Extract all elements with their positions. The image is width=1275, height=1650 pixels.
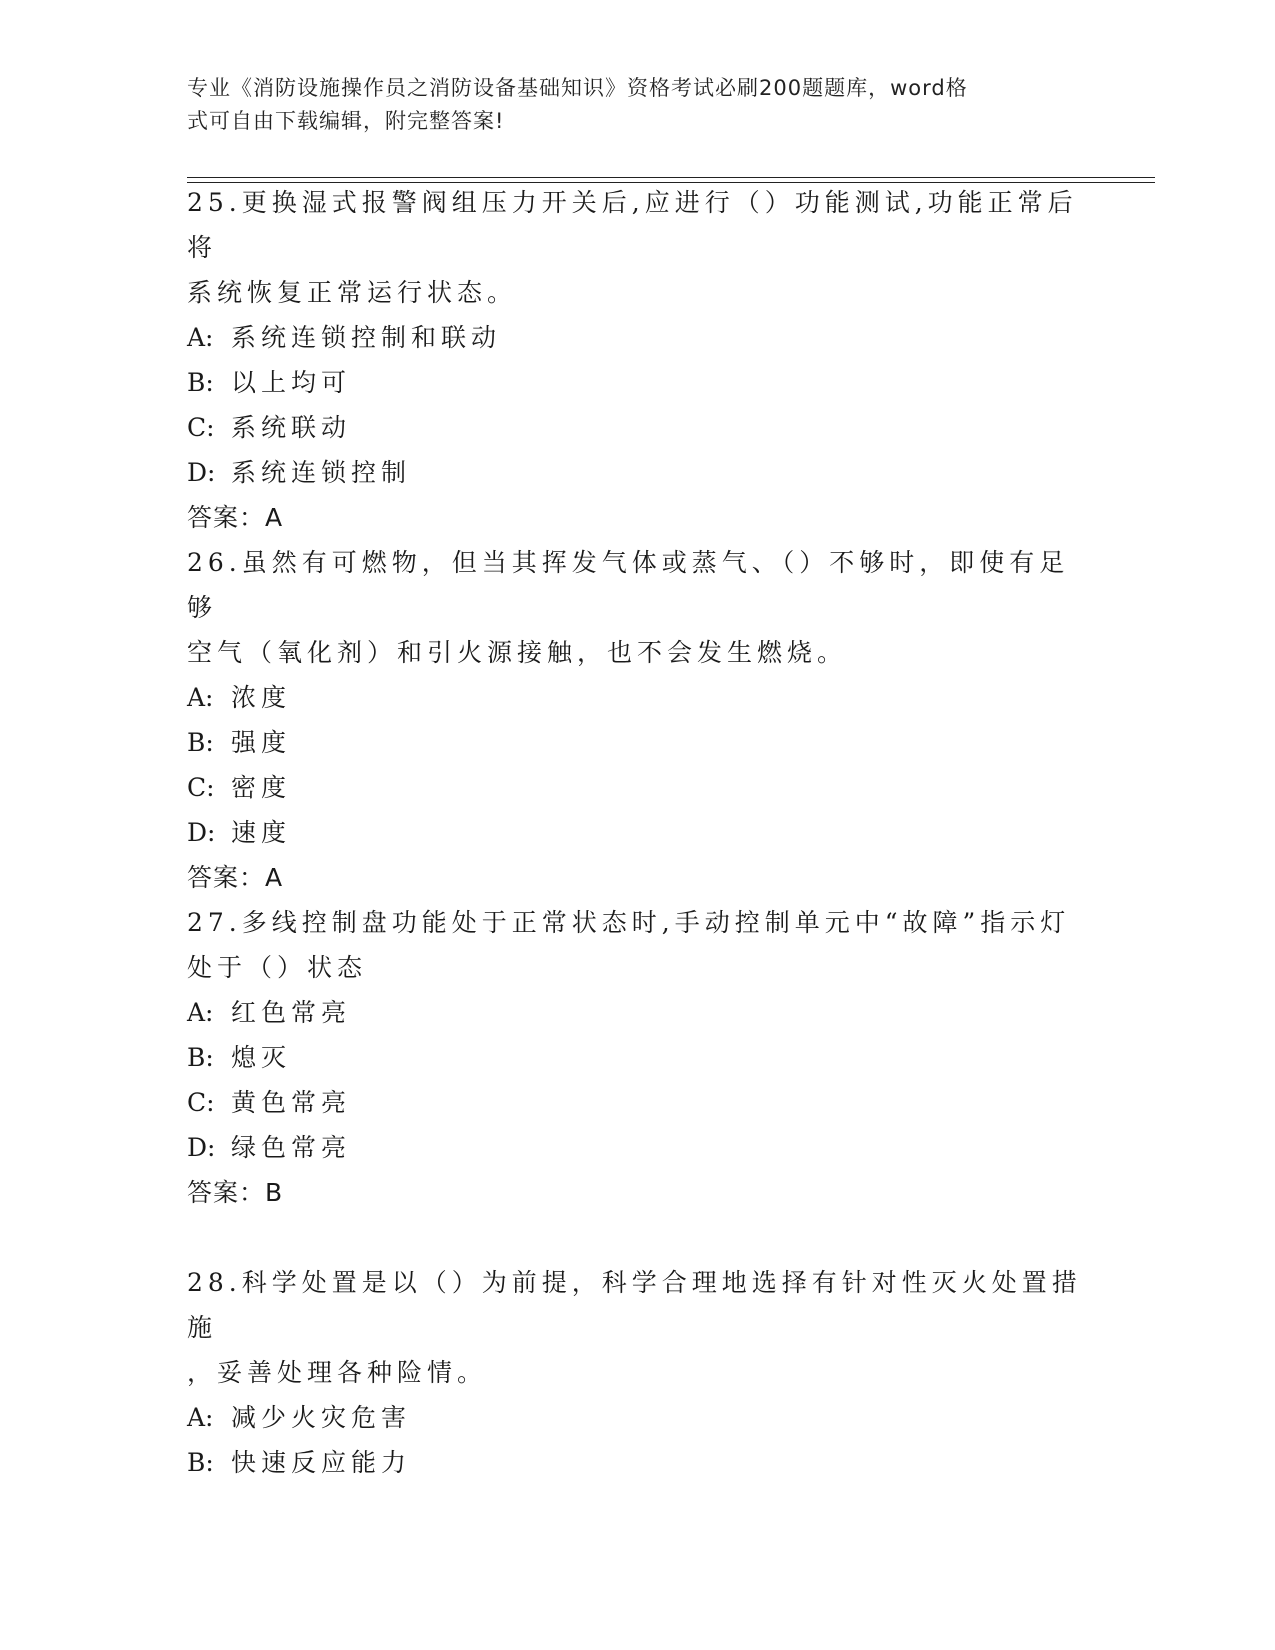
option-text: 系统连锁控制和联动 [231, 323, 502, 352]
option-letter: A: [187, 998, 214, 1027]
option-text: 密度 [231, 773, 292, 802]
option-letter: C: [187, 413, 215, 442]
option-text: 减少火灾危害 [231, 1403, 412, 1432]
header-line-1: 专业《消防设施操作员之消防设备基础知识》资格考试必刷200题题库，word格 [187, 76, 968, 100]
answer-line: 答案：A [187, 503, 284, 532]
option-c [187, 405, 1087, 450]
option-letter: C: [187, 1088, 215, 1117]
header-divider-top [187, 177, 1155, 178]
question-27 [187, 900, 1087, 1215]
question-stem-line: ，妥善处理各种险情。 [187, 1358, 488, 1387]
option-a [187, 1395, 1087, 1440]
option-letter: B: [187, 728, 214, 757]
option-text: 强度 [231, 728, 292, 757]
option-b [187, 1440, 1087, 1485]
option-letter: B: [187, 1043, 214, 1072]
question-stem-line: 系统恢复正常运行状态。 [187, 278, 518, 307]
document-header [187, 72, 1067, 138]
question-28 [187, 1260, 1087, 1485]
option-letter: A: [187, 1403, 214, 1432]
option-text: 快速反应能力 [231, 1448, 412, 1477]
option-c [187, 765, 1087, 810]
option-text: 系统联动 [231, 413, 352, 442]
option-letter: B: [187, 368, 214, 397]
option-letter: A: [187, 323, 214, 352]
option-a [187, 675, 1087, 720]
question-stem-line: 27.多线控制盘功能处于正常状态时,手动控制单元中“故障”指示灯 [187, 908, 1071, 937]
option-letter: B: [187, 1448, 214, 1477]
header-line-2: 式可自由下载编辑，附完整答案! [187, 109, 505, 133]
option-d [187, 1125, 1087, 1170]
option-text: 黄色常亮 [231, 1088, 352, 1117]
option-letter: D: [187, 1133, 216, 1162]
option-text: 以上均可 [231, 368, 352, 397]
option-b [187, 1035, 1087, 1080]
option-letter: D: [187, 458, 216, 487]
option-text: 系统连锁控制 [231, 458, 412, 487]
option-d [187, 450, 1087, 495]
question-stem-line: 25.更换湿式报警阀组压力开关后,应进行（）功能测试,功能正常后将 [187, 188, 1078, 262]
option-a [187, 990, 1087, 1035]
option-letter: A: [187, 683, 214, 712]
option-b [187, 720, 1087, 765]
option-text: 熄灭 [231, 1043, 292, 1072]
option-c [187, 1080, 1087, 1125]
answer-line: 答案：A [187, 863, 284, 892]
question-stem-line: 空气（氧化剂）和引火源接触，也不会发生燃烧。 [187, 638, 848, 667]
question-26 [187, 540, 1087, 900]
option-text: 绿色常亮 [231, 1133, 352, 1162]
option-letter: D: [187, 818, 216, 847]
question-stem-line: 28.科学处置是以（）为前提，科学合理地选择有针对性灭火处置措施 [187, 1268, 1082, 1342]
question-stem-line: 处于（）状态 [187, 953, 368, 982]
question-25 [187, 180, 1087, 540]
question-stem-line: 26.虽然有可燃物，但当其挥发气体或蒸气、（）不够时，即使有足够 [187, 548, 1070, 622]
option-text: 红色常亮 [231, 998, 352, 1027]
option-letter: C: [187, 773, 215, 802]
option-b [187, 360, 1087, 405]
option-d [187, 810, 1087, 855]
option-a [187, 315, 1087, 360]
option-text: 浓度 [231, 683, 292, 712]
option-text: 速度 [231, 818, 292, 847]
answer-line: 答案：B [187, 1178, 284, 1207]
